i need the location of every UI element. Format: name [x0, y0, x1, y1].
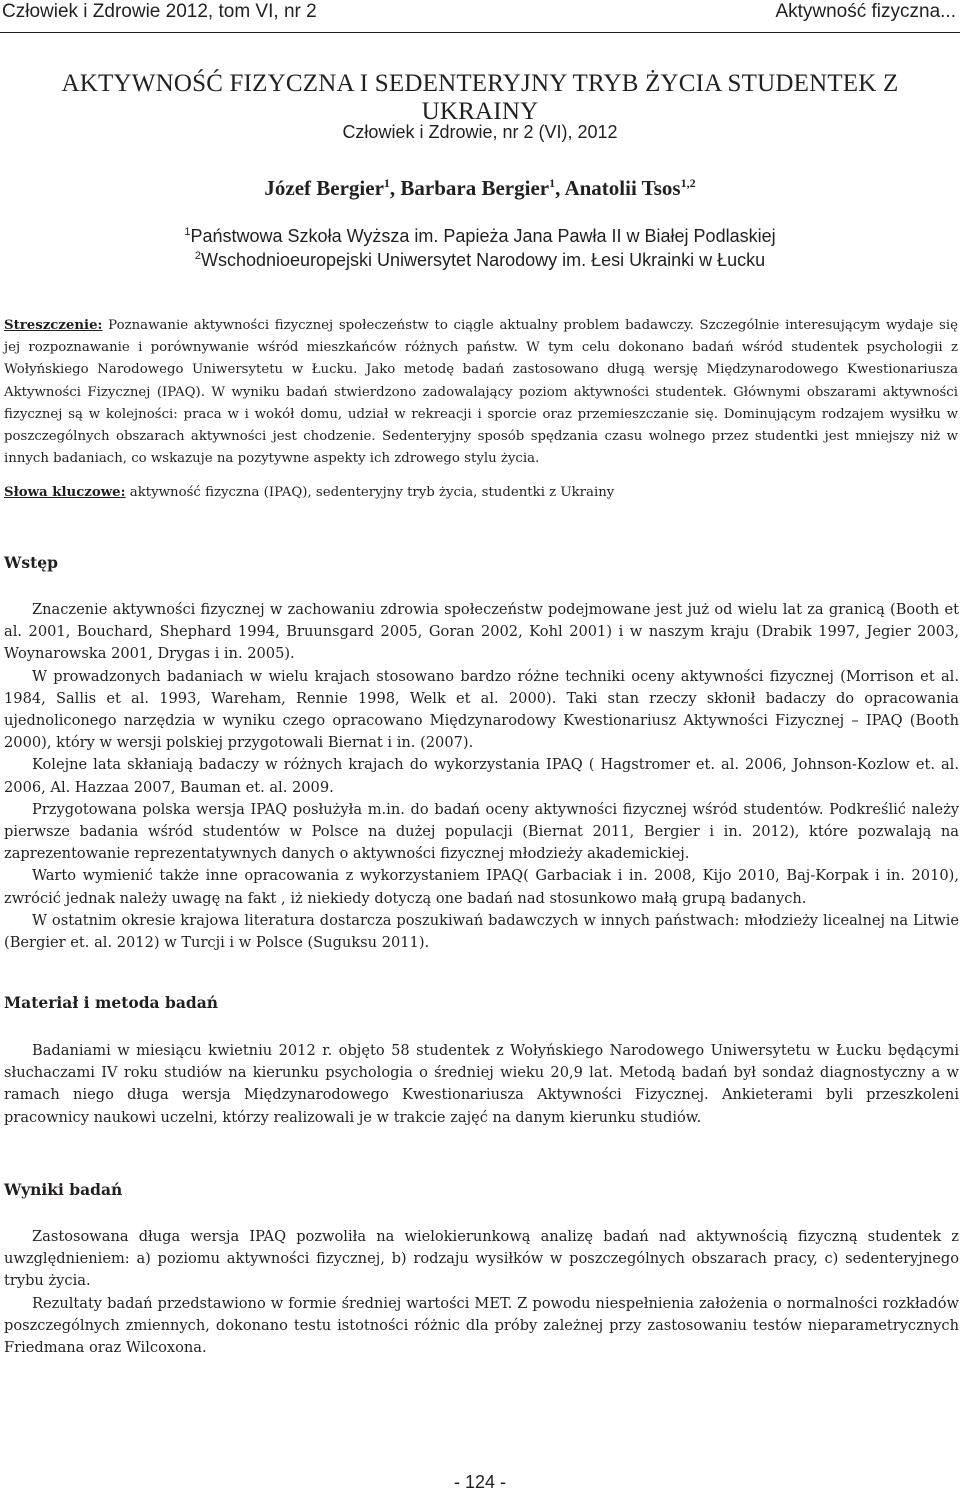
- header-journal-info: Człowiek i Zdrowie 2012, tom VI, nr 2: [2, 1, 317, 22]
- article-title: AKTYWNOŚĆ FIZYCZNA I SEDENTERYJNY TRYB ŻYCIA STUDENTEK Z UKRAINY: [61, 70, 899, 125]
- author-affiliation-mark: 1: [383, 176, 390, 190]
- abstract-text: Poznawanie aktywności fizycznej społeczeństw to ciągle aktualny problem badawczy. Szczególnie interesującym wydaje się jej rozpoznawanie i porównywanie wśród mieszkańców różnych państw. W tym celu dokonano badań wśród studentek psychologii z Wołyńskiego Narodowego Uniwersytetu w Łucku. Jako metodę badań zastosowano długą wersję Międzynarodowego Kwestionariusza Aktywności Fizycznej (IPAQ). W wyniku badań stwierdzono zadowalający poziom aktywności studentek. Głównymi obszarami aktywności fizycznej są w kolejności: praca w i wokół domu, udział w rekreacji i sporcie oraz przemieszczanie się. Dominującym rodzajem wysiłku w poszczególnych obszarach aktywności jest chodzenie. Sedenteryjny sposób spędzania czasu wolnego przez studentki jest mniejszy niż w innych badaniach, co wskazuje na pozytywne aspekty ich zdrowego stylu życia.: [4, 318, 958, 467]
- affiliation-1: [0, 226, 960, 247]
- author-name: Barbara Bergier: [400, 176, 550, 200]
- paragraph: Warto wymienić także inne opracowania z wykorzystaniem IPAQ( Garbaciak i in. 2008, Kijo 2010, Baj-Korpak i in. 2010), zwrócić jednak należy uwagę na fakt , iż niekiedy dotyczą one badań nad stosunkowo małą grupą badanych.: [4, 867, 959, 907]
- affiliation-number: 1: [184, 226, 191, 238]
- affiliation-2: [0, 250, 960, 271]
- paragraph: Przygotowana polska wersja IPAQ posłużyła m.in. do badań oceny aktywności fizycznej wśród studentów. Podkreślić należy pierwsze badania wśród studentów w Polsce na dużej populacji (Biernat 2011, Bergier i in. 2012), które pozwalają na zaprezentowanie reprezentatywnych danych o aktywności fizycznej młodzieży akademickiej.: [4, 800, 959, 863]
- paragraph: Zastosowana długa wersja IPAQ pozwoliła na wielokierunkową analizę badań nad aktywnością fizyczną studentek z uwzględnieniem: a) poziomu aktywności fizycznej, b) rodzaju wysiłków w poszczególnych obszarach pracy, c) sedenteryjnego trybu życia.: [4, 1228, 959, 1290]
- abstract: [4, 315, 958, 470]
- author-separator: ,: [555, 176, 565, 200]
- paragraph: Znaczenie aktywności fizycznej w zachowaniu zdrowia społeczeństw podejmowane jest już od wielu lat za granicą (Booth et al. 2001, Bouchard, Shephard 1994, Bruunsgard 2005, Goran 2002, Kohl 2001) i w naszym kraju (Drabik 1997, Jegier 2003, Woynarowska 2001, Drygas i in. 2005).: [4, 601, 959, 663]
- header-short-title: Aktywność fizyczna...: [775, 1, 956, 22]
- section-body-methods: [4, 1040, 959, 1129]
- paragraph: Badaniami w miesiącu kwietniu 2012 r. objęto 58 studentek z Wołyńskiego Narodowego Uniwersytetu w Łucku będącymi słuchaczami IV roku studiów na kierunku psychologia o średniej wieku 20,9 lat. Metodą badań był sondaż diagnostyczny a w ramach niego długa wersja Międzynarodowego Kwestionariusza Aktywności Fizycznej. Ankieterami byli przeszkoleni pracownicy naukowi uczelni, którzy realizowali je w trakcie zajęć na danym kierunku studiów.: [4, 1042, 959, 1126]
- paragraph: Rezultaty badań przedstawiono w formie średniej wartości MET. Z powodu niespełnienia założenia o normalności rozkładów poszczególnych zmiennych, dokonano testu istotności różnic dla próby zależnej przy zastosowaniu testów nieparametrycznych Friedmana oraz Wilcoxona.: [4, 1294, 959, 1357]
- keywords-text: aktywność fizyczna (IPAQ), sedenteryjny tryb życia, studentki z Ukrainy: [129, 485, 615, 500]
- section-body-introduction: [4, 599, 959, 954]
- journal-citation: Człowiek i Zdrowie, nr 2 (VI), 2012: [342, 122, 618, 142]
- author-name: Józef Bergier: [264, 176, 384, 200]
- section-heading-methods: Materiał i metoda badań: [4, 993, 219, 1012]
- author-affiliation-mark: 1,2: [680, 176, 696, 190]
- affiliation-number: 2: [194, 250, 201, 262]
- author-affiliation-mark: 1: [549, 176, 556, 190]
- section-heading-results: Wyniki badań: [4, 1180, 123, 1199]
- page-number: - 124 -: [453, 1472, 507, 1492]
- affiliation-text: Państwowa Szkoła Wyższa im. Papieża Jana Pawła II w Białej Podlaskiej: [190, 226, 776, 246]
- author-separator: ,: [389, 176, 401, 200]
- keywords: [4, 485, 958, 500]
- section-body-results: [4, 1226, 959, 1359]
- keywords-label: Słowa kluczowe:: [4, 485, 126, 500]
- paragraph: W prowadzonych badaniach w wielu krajach stosowano bardzo różne techniki oceny aktywności fizycznej (Morrison et al. 1984, Sallis et al. 1993, Wareham, Rennie 1998, Welk et al. 2000). Taki stan rzeczy skłonił badaczy do opracowania ujednoliconego narzędzia w wyniku czego opracowano Międzynarodowy Kwestionariusz Aktywności Fizycznej – IPAQ (Booth 2000), który w wersji polskiej przygotowali Biernat i in. (2007).: [4, 667, 959, 752]
- paragraph: Kolejne lata skłaniają badaczy w różnych krajach do wykorzystania IPAQ ( Hagstromer et. al. 2006, Johnson-Kozlow et. al. 2006, Al. Hazzaa 2007, Bauman et. al. 2009.: [4, 756, 959, 796]
- section-heading-introduction: Wstęp: [4, 553, 58, 572]
- author-list: [0, 176, 960, 201]
- paragraph: W ostatnim okresie krajowa literatura dostarcza poszukiwań badawczych w innych państwach: młodzieży licealnej na Litwie (Bergier et. al. 2012) w Turcji i w Polsce (Suguksu 2011).: [4, 911, 959, 952]
- running-header: [0, 0, 960, 33]
- author-name: Anatolii Tsos: [564, 176, 681, 200]
- affiliation-text: Wschodnioeuropejski Uniwersytet Narodowy im. Łesi Ukrainki w Łucku: [200, 250, 766, 270]
- abstract-label: Streszczenie:: [4, 318, 103, 333]
